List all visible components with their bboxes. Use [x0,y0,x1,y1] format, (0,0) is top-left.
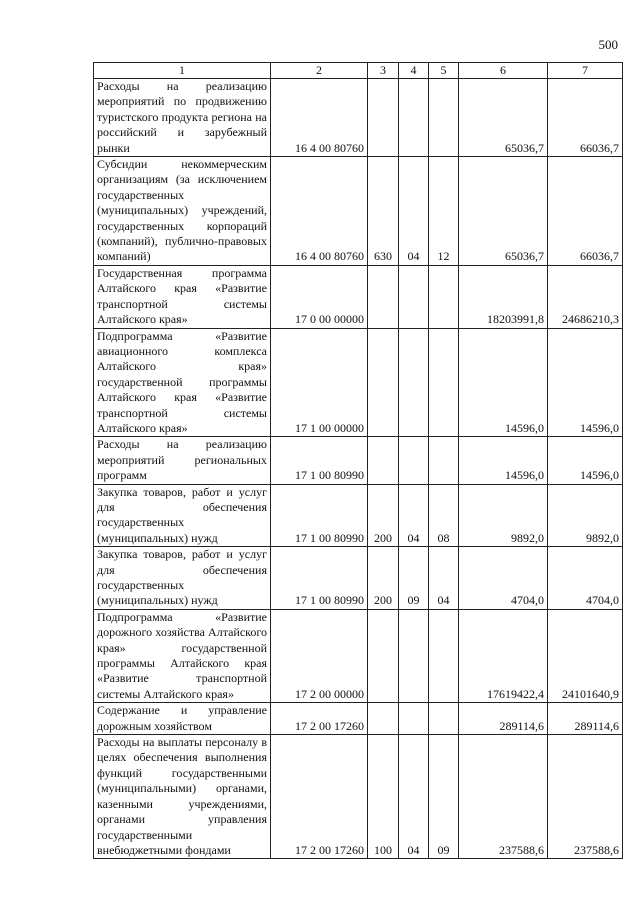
target-code-cell: 17 1 00 80990 [271,484,368,547]
row-name-cell: Расходы на реализацию мероприятий по продвижению туристского продукта региона на российский и зарубежный рынки [94,79,271,157]
table-row [94,157,623,266]
section-cell [399,328,429,437]
header-cell: 3 [368,63,399,79]
amount-year1-cell: 17619422,4 [459,609,548,702]
section-cell [399,437,429,484]
expense-type-cell [368,703,399,735]
subsection-cell: 12 [429,157,459,266]
amount-year2-cell: 66036,7 [548,79,623,157]
amount-year1-cell: 9892,0 [459,484,548,547]
subsection-cell: 09 [429,735,459,859]
amount-year1-cell: 237588,6 [459,735,548,859]
table-row [94,547,623,610]
row-name-cell: Государственная программа Алтайского края «Развитие транспортной системы Алтайского края» [94,265,271,328]
amount-year1-cell: 289114,6 [459,703,548,735]
section-cell [399,703,429,735]
subsection-cell [429,328,459,437]
table-row [94,79,623,157]
amount-year1-cell: 18203991,8 [459,265,548,328]
amount-year1-cell: 14596,0 [459,328,548,437]
subsection-cell [429,609,459,702]
amount-year2-cell: 14596,0 [548,328,623,437]
subsection-cell [429,437,459,484]
amount-year2-cell: 4704,0 [548,547,623,610]
header-cell: 7 [548,63,623,79]
target-code-cell: 17 1 00 80990 [271,547,368,610]
subsection-cell [429,265,459,328]
amount-year1-cell: 65036,7 [459,157,548,266]
header-cell: 6 [459,63,548,79]
subsection-cell [429,703,459,735]
row-name-cell: Расходы на реализацию мероприятий региональных программ [94,437,271,484]
amount-year2-cell: 9892,0 [548,484,623,547]
expense-type-cell [368,609,399,702]
section-cell [399,265,429,328]
amount-year2-cell: 14596,0 [548,437,623,484]
section-cell: 04 [399,484,429,547]
expense-type-cell [368,265,399,328]
amount-year2-cell: 24686210,3 [548,265,623,328]
target-code-cell: 17 2 00 17260 [271,703,368,735]
target-code-cell: 17 1 00 00000 [271,328,368,437]
header-cell: 1 [94,63,271,79]
expense-type-cell: 200 [368,547,399,610]
section-cell: 04 [399,735,429,859]
subsection-cell: 08 [429,484,459,547]
section-cell [399,79,429,157]
table-row [94,437,623,484]
target-code-cell: 16 4 00 80760 [271,157,368,266]
target-code-cell: 17 1 00 80990 [271,437,368,484]
row-name-cell: Содержание и управление дорожным хозяйством [94,703,271,735]
section-cell: 09 [399,547,429,610]
amount-year2-cell: 289114,6 [548,703,623,735]
target-code-cell: 17 2 00 17260 [271,735,368,859]
section-cell [399,609,429,702]
amount-year2-cell: 66036,7 [548,157,623,266]
header-row [94,63,623,79]
header-cell: 4 [399,63,429,79]
expense-type-cell: 630 [368,157,399,266]
amount-year2-cell: 237588,6 [548,735,623,859]
table-row [94,265,623,328]
target-code-cell: 16 4 00 80760 [271,79,368,157]
expense-type-cell [368,79,399,157]
subsection-cell: 04 [429,547,459,610]
table-row [94,735,623,859]
expense-type-cell [368,328,399,437]
page-number: 500 [598,37,618,52]
table-row [94,484,623,547]
table-row [94,328,623,437]
budget-table [93,62,623,859]
row-name-cell: Субсидии некоммерческим организациям (за исключением государственных (муниципальных) учреждений, государственных корпораций (компаний), публично-правовых компаний) [94,157,271,266]
row-name-cell: Подпрограмма «Развитие дорожного хозяйства Алтайского края» государственной программы Алтайского края «Развитие транспортной системы Алтайского края» [94,609,271,702]
amount-year1-cell: 4704,0 [459,547,548,610]
amount-year1-cell: 14596,0 [459,437,548,484]
row-name-cell: Закупка товаров, работ и услуг для обеспечения государственных (муниципальных) нужд [94,484,271,547]
expense-type-cell: 100 [368,735,399,859]
target-code-cell: 17 0 00 00000 [271,265,368,328]
table-row [94,609,623,702]
amount-year1-cell: 65036,7 [459,79,548,157]
header-cell: 5 [429,63,459,79]
row-name-cell: Подпрограмма «Развитие авиационного комплекса Алтайского края» государственной программы Алтайского края «Развитие транспортной системы Алтайского края» [94,328,271,437]
header-cell: 2 [271,63,368,79]
table-row [94,703,623,735]
expense-type-cell: 200 [368,484,399,547]
amount-year2-cell: 24101640,9 [548,609,623,702]
row-name-cell: Закупка товаров, работ и услуг для обеспечения государственных (муниципальных) нужд [94,547,271,610]
section-cell: 04 [399,157,429,266]
target-code-cell: 17 2 00 00000 [271,609,368,702]
row-name-cell: Расходы на выплаты персоналу в целях обеспечения выполнения функций государственными (муниципальными) органами, казенными учреждениями, органами управления государственными внебюджетными фондами [94,735,271,859]
expense-type-cell [368,437,399,484]
subsection-cell [429,79,459,157]
